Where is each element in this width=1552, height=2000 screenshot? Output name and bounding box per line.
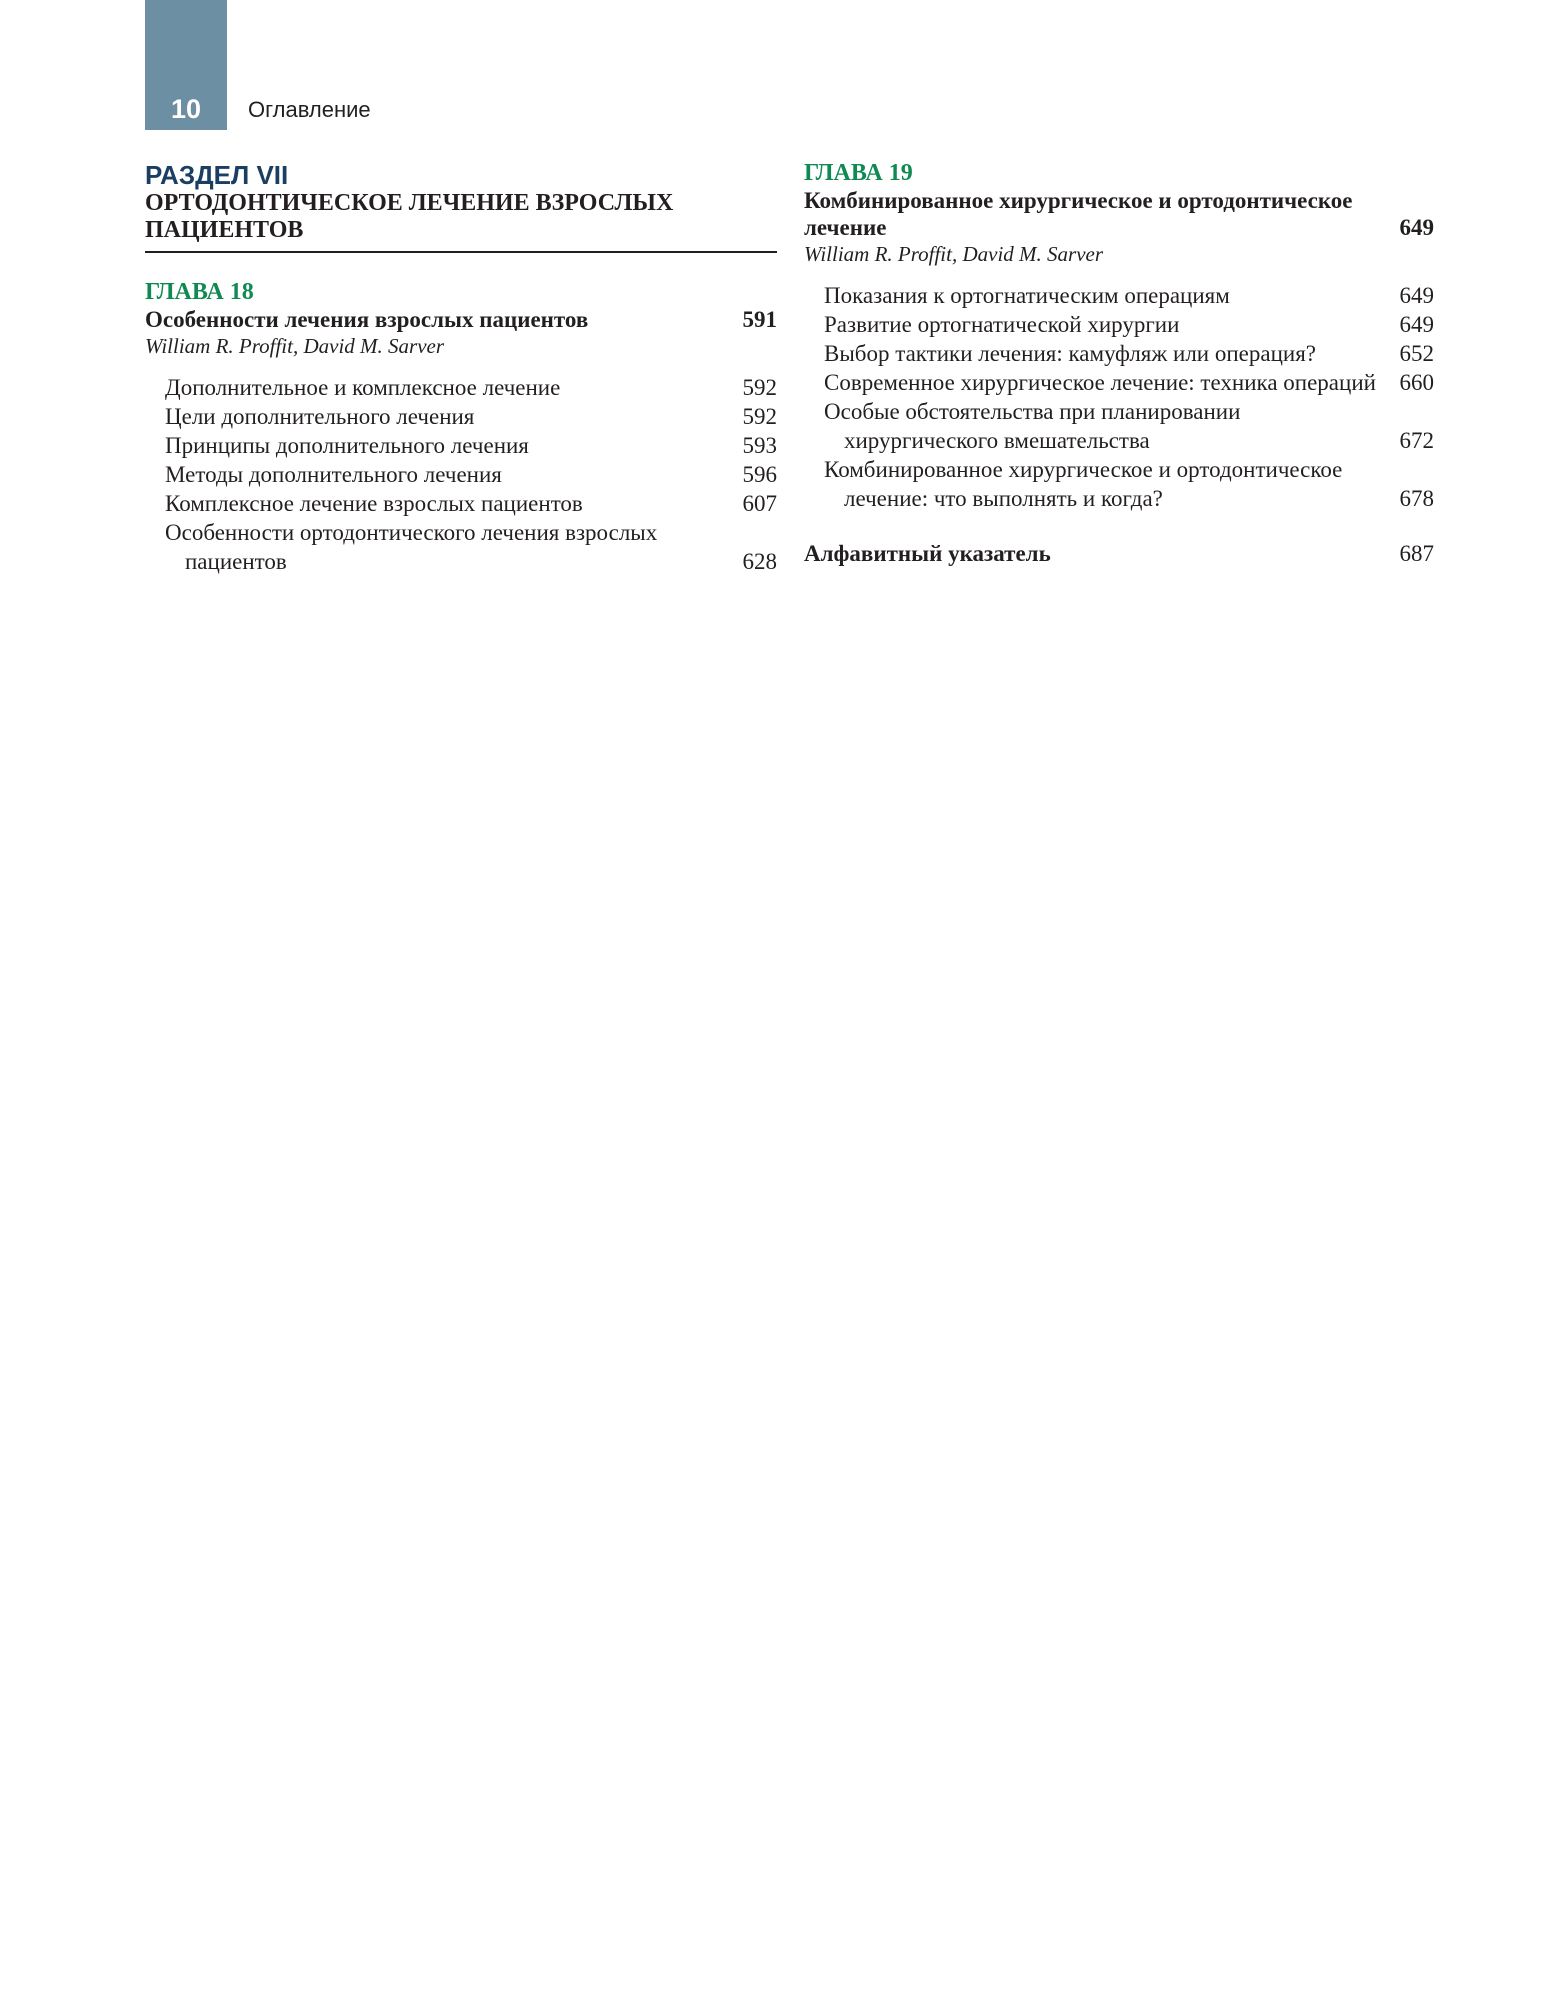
section-title-line-1: ОРТОДОНТИЧЕСКОЕ ЛЕЧЕНИЕ ВЗРОСЛЫХ xyxy=(145,190,674,216)
chapter-18-authors: William R. Proffit, David M. Sarver xyxy=(145,334,445,358)
toc-entry[interactable] xyxy=(804,281,1434,310)
toc-entry-title: Принципы дополнительного лечения xyxy=(165,433,529,458)
toc-entry-page: 652 xyxy=(1399,341,1434,366)
toc-entry-page: 592 xyxy=(742,404,777,429)
chapter-19-authors: William R. Proffit, David M. Sarver xyxy=(804,242,1104,266)
toc-entry-page: 592 xyxy=(742,375,777,400)
toc-entry[interactable] xyxy=(804,397,1434,455)
chapter-18-page: 591 xyxy=(742,307,777,332)
toc-entry-page: 649 xyxy=(1399,283,1434,308)
toc-entry-page: 607 xyxy=(742,491,777,516)
toc-entry-title: Развитие ортогнатической хирургии xyxy=(824,312,1180,337)
toc-entry-page: 678 xyxy=(1399,486,1434,511)
toc-entry-page: 660 xyxy=(1399,370,1434,395)
toc-entry[interactable] xyxy=(145,373,777,402)
page-number: 10 xyxy=(170,94,202,124)
toc-entry[interactable] xyxy=(804,368,1434,397)
toc-entry-page: 596 xyxy=(742,462,777,487)
toc-entry[interactable] xyxy=(804,339,1434,368)
toc-entry-title: Дополнительное и комплексное лечение xyxy=(165,375,561,400)
toc-entry[interactable] xyxy=(145,489,777,518)
chapter-19-title-row[interactable] xyxy=(804,187,1434,241)
section-label: РАЗДЕЛ VII xyxy=(145,160,289,190)
toc-entry[interactable] xyxy=(804,455,1434,513)
chapter-18-title: Особенности лечения взрослых пациентов xyxy=(145,307,589,332)
toc-entry-title: Комбинированное хирургическое и ортодонтическое лечение: что выполнять и когда? xyxy=(824,457,1343,511)
toc-entry-title: Особые обстоятельства при планировании хирургического вмешательства xyxy=(824,399,1241,453)
index-entry-title: Алфавитный указатель xyxy=(804,541,1051,566)
chapter-19-title: Комбинированное хирургическое и ортодонтическое лечение xyxy=(804,188,1353,240)
toc-entry-title: Показания к ортогнатическим операциям xyxy=(824,283,1230,308)
section-title-line-2: ПАЦИЕНТОВ xyxy=(145,217,304,243)
toc-entry[interactable] xyxy=(145,518,777,576)
toc-entry-page: 649 xyxy=(1399,312,1434,337)
chapter-19-page: 649 xyxy=(1399,215,1434,240)
toc-entry-title: Цели дополнительного лечения xyxy=(165,404,475,429)
toc-entry-title: Выбор тактики лечения: камуфляж или операция? xyxy=(824,341,1316,366)
index-entry-page: 687 xyxy=(1399,541,1434,566)
chapter-18-entries xyxy=(145,373,777,576)
right-column xyxy=(804,160,1434,568)
toc-entry-title: Методы дополнительного лечения xyxy=(165,462,502,487)
toc-entry[interactable] xyxy=(804,310,1434,339)
chapter-18-title-row[interactable] xyxy=(145,306,777,333)
running-head: Оглавление xyxy=(248,97,371,122)
toc-entry-page: 593 xyxy=(742,433,777,458)
chapter-18-label: ГЛАВА 18 xyxy=(145,279,254,305)
toc-entry-page: 628 xyxy=(742,549,777,574)
chapter-19-entries xyxy=(804,281,1434,513)
toc-entry-title: Особенности ортодонтического лечения взрослых пациентов xyxy=(165,520,658,574)
left-column xyxy=(145,160,777,576)
toc-entry-page: 672 xyxy=(1399,428,1434,453)
index-entry[interactable] xyxy=(804,539,1434,568)
toc-entry-title: Современное хирургическое лечение: техника операций xyxy=(824,370,1376,395)
toc-entry[interactable] xyxy=(145,402,777,431)
toc-entry[interactable] xyxy=(145,460,777,489)
chapter-19-label: ГЛАВА 19 xyxy=(804,160,913,186)
toc-entry-title: Комплексное лечение взрослых пациентов xyxy=(165,491,583,516)
toc-entry[interactable] xyxy=(145,431,777,460)
